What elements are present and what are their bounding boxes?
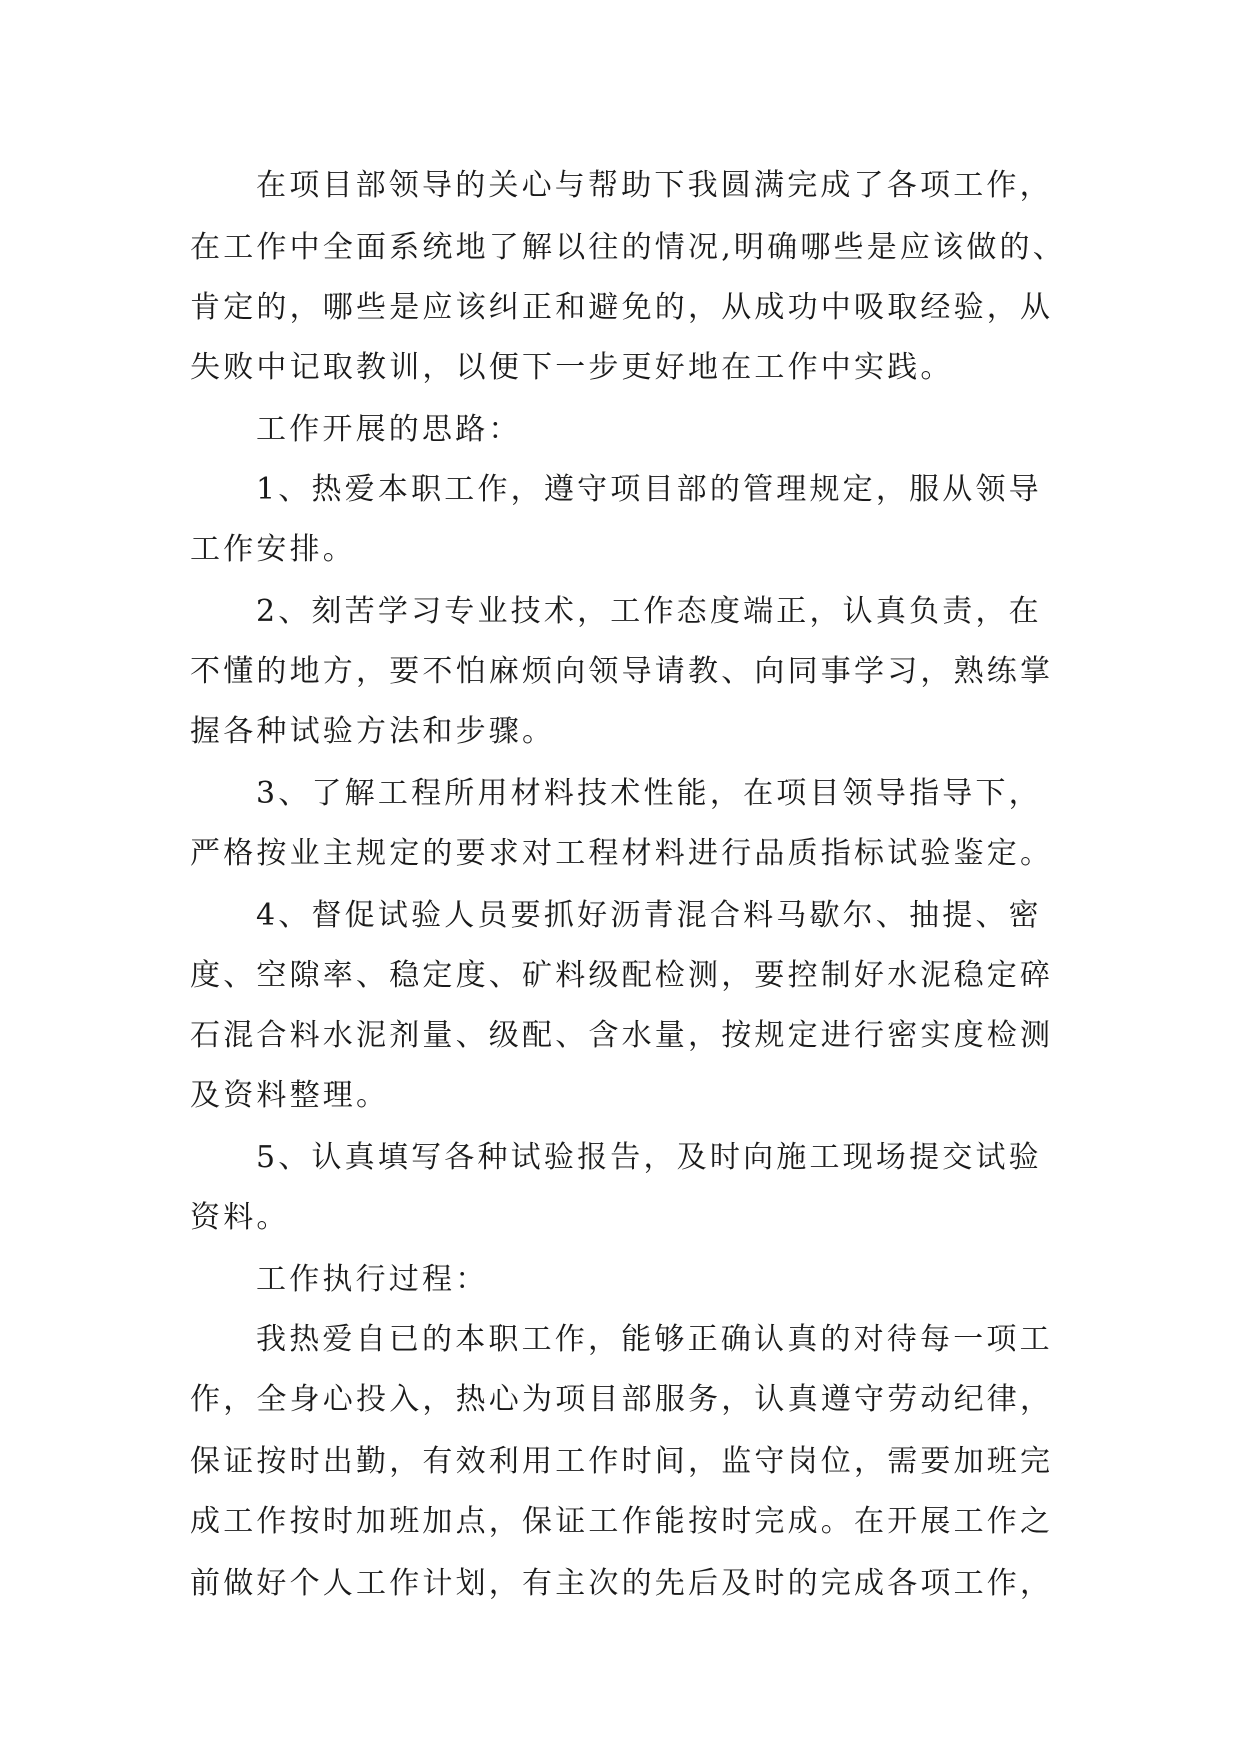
text-line: 不懂的地方，要不怕麻烦向领导请教、向同事学习，熟练掌 <box>190 654 1054 689</box>
text-line: 2、刻苦学习专业技术，工作态度端正，认真负责，在 <box>256 594 1042 629</box>
text-line: 及资料整理。 <box>190 1078 390 1113</box>
section-heading: 工作开展的思路： <box>256 412 522 447</box>
text-line: 我热爱自已的本职工作，能够正确认真的对待每一项工 <box>256 1322 1053 1357</box>
text-line: 度、空隙率、稳定度、矿料级配检测，要控制好水泥稳定碎 <box>190 958 1054 993</box>
text-line: 石混合料水泥剂量、级配、含水量，按规定进行密实度检测 <box>190 1018 1054 1053</box>
text-line: 4、督促试验人员要抓好沥青混合料马歇尔、抽提、密 <box>256 898 1042 933</box>
text-line: 前做好个人工作计划，有主次的先后及时的完成各项工作， <box>190 1566 1054 1601</box>
text-line: 失败中记取教训，以便下一步更好地在工作中实践。 <box>190 350 954 385</box>
text-line: 作，全身心投入，热心为项目部服务，认真遵守劳动纪律， <box>190 1382 1054 1417</box>
text-line: 握各种试验方法和步骤。 <box>190 714 556 749</box>
section-heading: 工作执行过程： <box>256 1262 489 1297</box>
text-line: 1、热爱本职工作，遵守项目部的管理规定，服从领导 <box>256 472 1042 507</box>
text-line: 5、认真填写各种试验报告，及时向施工现场提交试验 <box>256 1140 1042 1175</box>
text-line: 成工作按时加班加点，保证工作能按时完成。在开展工作之 <box>190 1504 1054 1539</box>
text-line: 在项目部领导的关心与帮助下我圆满完成了各项工作， <box>256 168 1053 203</box>
text-line: 资料。 <box>190 1200 290 1235</box>
text-line: 工作安排。 <box>190 532 356 567</box>
text-line: 保证按时出勤，有效利用工作时间，监守岗位，需要加班完 <box>190 1444 1054 1479</box>
text-line: 在工作中全面系统地了解以往的情况,明确哪些是应该做的、 <box>190 230 1066 265</box>
text-line: 3、了解工程所用材料技术性能，在项目领导指导下， <box>256 776 1042 811</box>
text-line: 肯定的，哪些是应该纠正和避免的，从成功中吸取经验，从 <box>190 290 1054 325</box>
text-line: 严格按业主规定的要求对工程材料进行品质指标试验鉴定。 <box>190 836 1054 871</box>
